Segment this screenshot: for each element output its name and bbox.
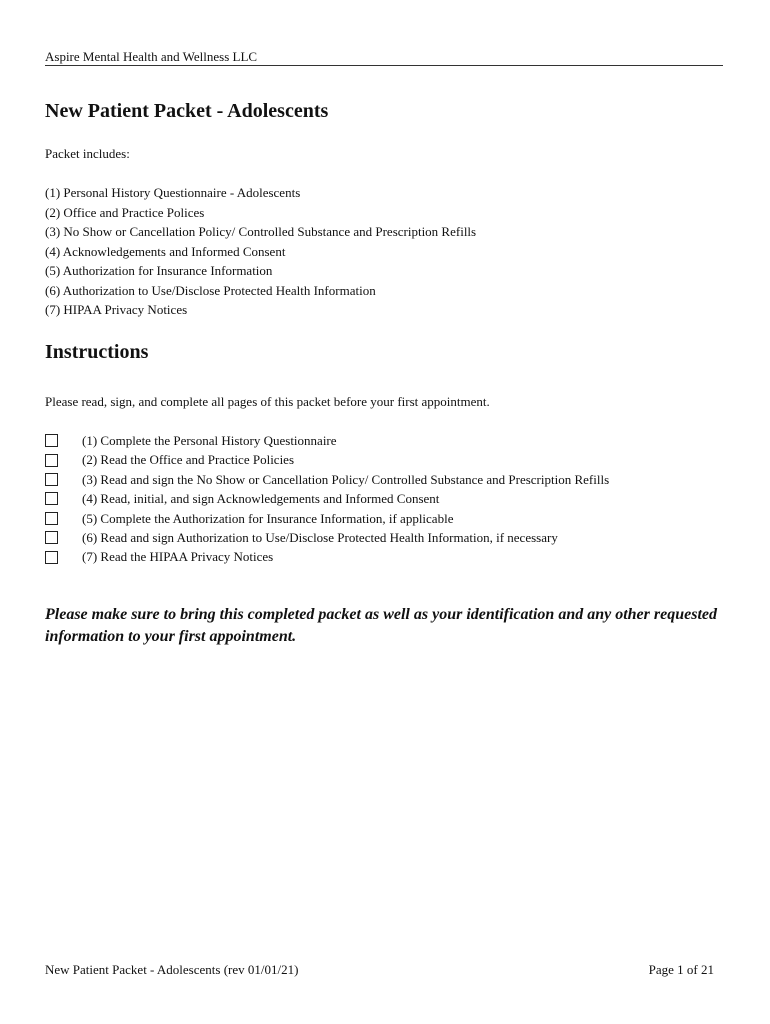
checklist-item-label: (4) Read, initial, and sign Acknowledgements and Informed Consent (82, 491, 440, 507)
packet-item: (3) No Show or Cancellation Policy/ Controlled Substance and Prescription Refills (45, 224, 477, 239)
instructions-checklist (45, 431, 609, 567)
instructions-text: Please read, sign, and complete all pages of this packet before your first appointment. (45, 394, 490, 409)
checklist-item-label: (3) Read and sign the No Show or Cancellation Policy/ Controlled Substance and Prescription Refills (82, 471, 610, 487)
bring-packet-reminder: Please make sure to bring this completed packet as well as your identification and any other requested information to your first appointment. (45, 606, 717, 645)
checkbox[interactable] (45, 512, 58, 525)
footer-document-name: New Patient Packet - Adolescents (rev 01/01/21) (45, 962, 299, 977)
checklist-item (45, 547, 609, 566)
checkbox[interactable] (45, 531, 58, 544)
checklist-item-label: (1) Complete the Personal History Questionnaire (82, 433, 337, 448)
checklist-item-label: (5) Complete the Authorization for Insurance Information, if applicable (82, 510, 454, 526)
instructions-heading: Instructions (45, 341, 149, 363)
organization-name: Aspire Mental Health and Wellness LLC (45, 49, 258, 64)
checklist-item (45, 450, 609, 469)
checklist-item (45, 489, 609, 508)
checklist-item-label: (7) Read the HIPAA Privacy Notices (82, 549, 274, 565)
packet-item: (6) Authorization to Use/Disclose Protected Health Information (45, 282, 376, 298)
packet-item: (4) Acknowledgements and Informed Consent (45, 243, 286, 259)
checklist-item-label: (6) Read and sign Authorization to Use/Disclose Protected Health Information, if necessary (82, 529, 558, 545)
packet-item: (2) Office and Practice Polices (45, 204, 205, 220)
packet-item: (7) HIPAA Privacy Notices (45, 302, 188, 317)
checklist-item (45, 470, 609, 489)
checkbox[interactable] (45, 434, 58, 447)
checkbox[interactable] (45, 473, 58, 486)
packet-item: (5) Authorization for Insurance Information (45, 263, 273, 278)
page-header (45, 49, 723, 66)
checklist-item (45, 509, 609, 528)
packet-includes-label: Packet includes: (45, 146, 130, 161)
checklist-item (45, 528, 609, 547)
packet-item: (1) Personal History Questionnaire - Adolescents (45, 185, 301, 200)
document-title: New Patient Packet - Adolescents (45, 100, 329, 122)
footer-page-number: Page 1 of 21 (648, 962, 714, 977)
packet-includes-list (45, 183, 476, 320)
checkbox[interactable] (45, 492, 58, 505)
checklist-item (45, 431, 609, 450)
checkbox[interactable] (45, 454, 58, 467)
checkbox[interactable] (45, 551, 58, 564)
checklist-item-label: (2) Read the Office and Practice Policies (82, 452, 295, 468)
